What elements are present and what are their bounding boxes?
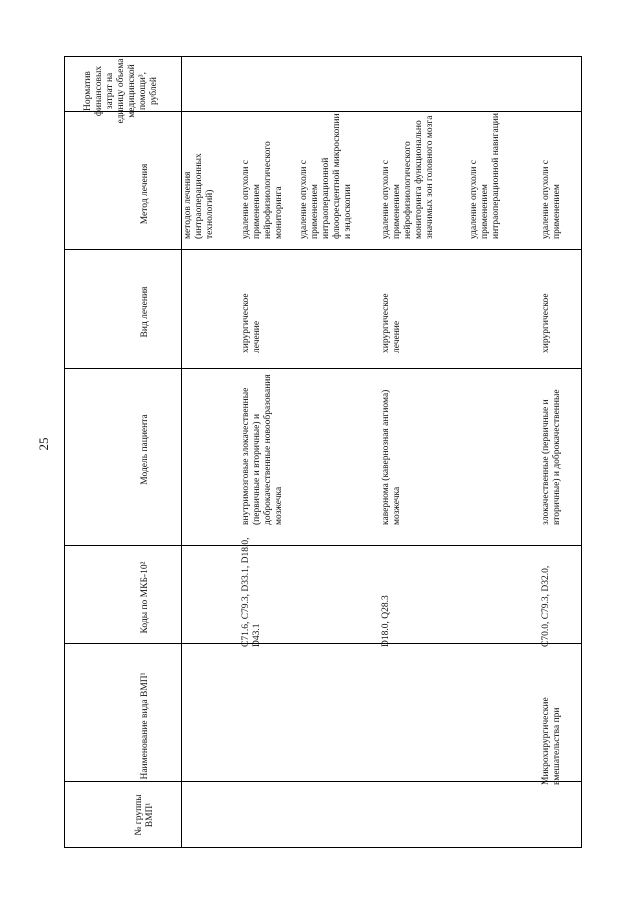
codes-cell: C71.6, C79.3, D33.1, D18.0, D43.1 [241,537,262,647]
header-codes: Коды по МКБ-10² [139,561,150,634]
header-method: Метод лечения [139,163,150,225]
method-cell: удаление опухоли с применением интраоперационной флюоресцентной микроскопии и эндоскопии [299,113,353,239]
type-cell: хирургическое [541,293,551,353]
model-cell: внутримозговые злокачественные (первичные и вторичные) и доброкачественные новообразования мозжечка [241,374,284,525]
method-cell: удаление опухоли с применением нейрофизиологического мониторинга функционально значимых зон головного мозга [381,115,435,239]
method-cell: методов лечения (интраоперационных технологий) [183,153,215,239]
codes-cell: D18.0, Q28.3 [381,595,391,647]
medical-care-table [64,56,582,848]
type-cell: хирургическое лечение [241,293,262,353]
type-cell: хирургическое лечение [381,293,402,353]
header-name: Наименование вида ВМП¹ [139,672,150,780]
header-model: Модель пациента [139,414,150,485]
header-type: Вид лечения [139,286,150,338]
model-cell: злокачественные (первичные и вторичные) и доброкачественные [541,389,562,525]
header-norm: Норматив финансовых затрат на единицу объема медицинской помощи³, рублей [82,58,159,124]
page-number: 25 [36,437,51,451]
method-cell: удаление опухоли с применением интраоперационной навигации [469,113,501,239]
codes-cell: C70.0, C79.3, D32.0, [541,565,551,647]
header-divider [181,57,182,847]
method-cell: удаление опухоли с применением [541,159,562,239]
header-no: № группы ВМП¹ [134,794,155,836]
model-cell: кавернома (кавернозная ангиома) мозжечка [381,389,402,525]
method-cell: удаление опухоли с применением нейрофизиологического мониторинга [241,141,284,239]
name-cell: Микрохирургические вмешательства при [541,697,562,785]
